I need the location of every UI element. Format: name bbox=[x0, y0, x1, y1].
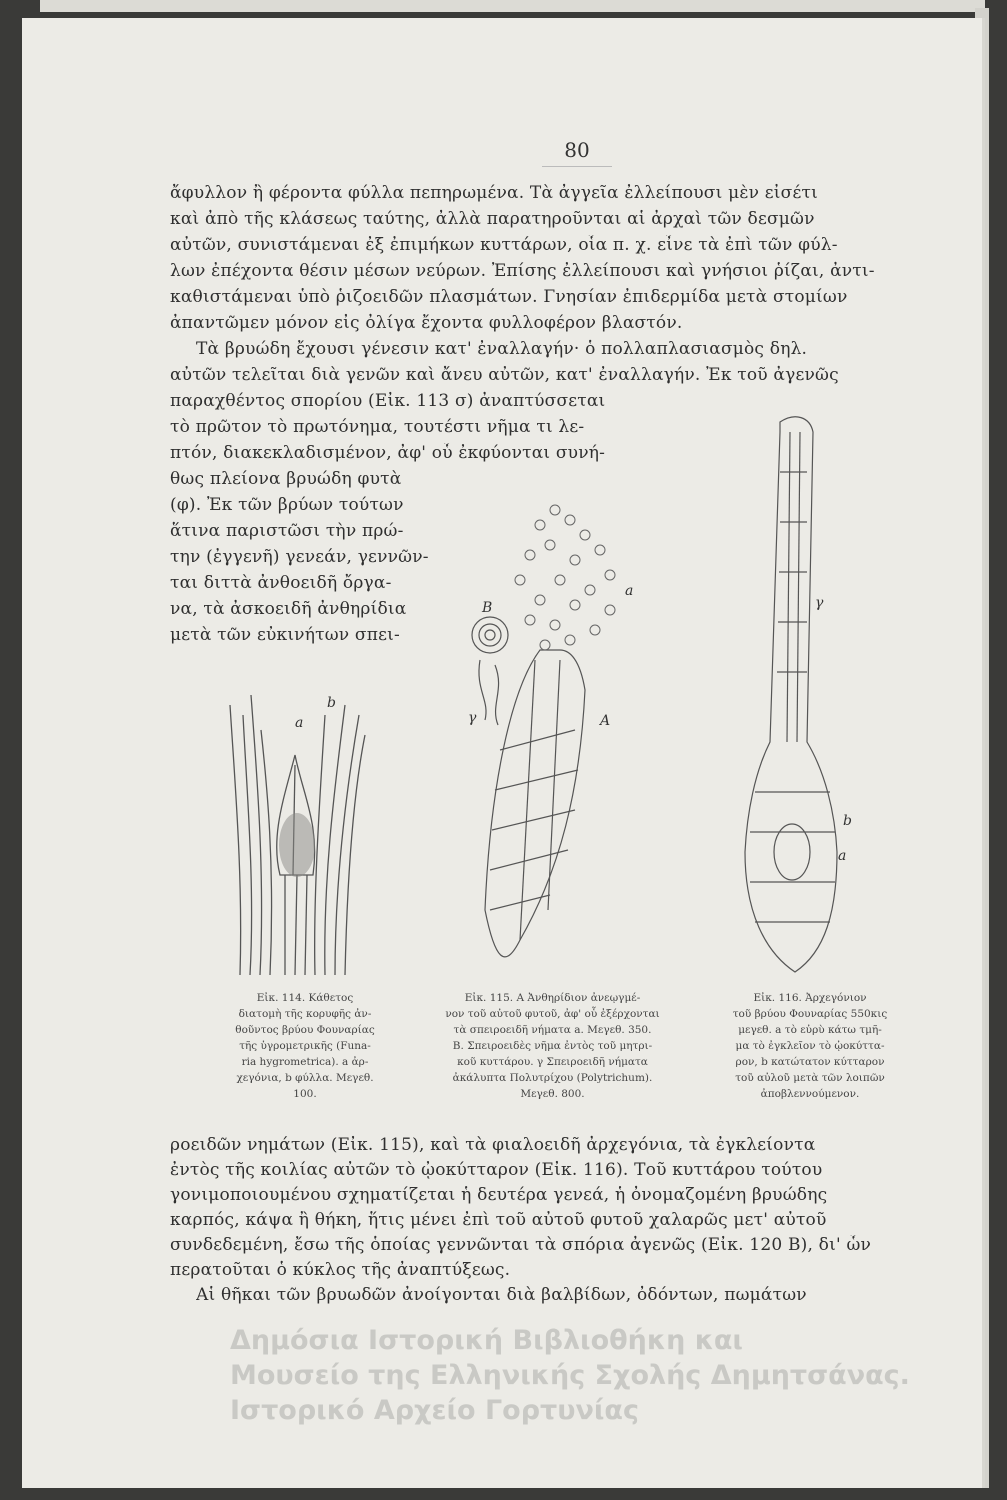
fig116-label-b: b bbox=[843, 813, 852, 829]
text-line: λων ἐπέχοντα θέσιν μέσων νεύρων. Ἐπίσης ἐλλείπουσι καὶ γνήσιοι ῥίζαι, ἀντι- bbox=[170, 261, 875, 281]
fig114-label-a: a bbox=[295, 715, 304, 731]
text-line: θως πλείονα βρυώδη φυτὰ bbox=[170, 469, 402, 489]
fig116-label-g: γ bbox=[815, 595, 824, 611]
text-line: ροειδῶν νημάτων (Εἰκ. 115), καὶ τὰ φιαλοειδῆ ἀρχεγόνια, τὰ ἐγκλείοντα bbox=[170, 1135, 816, 1155]
figure-115-illustration bbox=[450, 490, 650, 970]
fig115-label-B: B bbox=[482, 600, 493, 616]
fig114-label-b: b bbox=[327, 695, 336, 711]
text-line: ἐντὸς τῆς κοιλίας αὐτῶν τὸ ᾠοκύτταρον (Εἰκ. 116). Τοῦ κυττάρου τούτου bbox=[170, 1160, 823, 1180]
text-line: πτόν, διακεκλαδισμένον, ἀφ' οὗ ἐκφύονται συνή- bbox=[170, 443, 606, 463]
text-line: να, τὰ ἀσκοειδῆ ἀνθηρίδια bbox=[170, 599, 407, 619]
text-line: τὸ πρῶτον τὸ πρωτόνημα, τουτέστι νῆμα τι λε- bbox=[170, 417, 585, 437]
page-edge-back bbox=[40, 0, 985, 12]
text-line: καὶ ἀπὸ τῆς κλάσεως ταύτης, ἀλλὰ παρατηροῦνται αἱ ἀρχαὶ τῶν δεσμῶν bbox=[170, 209, 815, 229]
text-line: την (ἐγγενῆ) γενεάν, γεννῶν- bbox=[170, 547, 429, 567]
text-line: ἀπαντῶμεν μόνον εἰς ὀλίγα ἔχοντα φυλλοφέρον βλαστόν. bbox=[170, 313, 683, 333]
caption-fig-116: Εἰκ. 116. Ἀρχεγόνιον τοῦ βρύου Φουναρίας 550κις μεγεθ. a τὸ εὐρὺ κάτω τμῆ- μα τὸ ἐγκλεῖον τὸ ᾠοκύττα- ρον, b κατώτατον κύτταρον τοῦ αὐλοῦ μετὰ τῶν λοιπῶν ἀποβλεννούμενον. bbox=[732, 992, 888, 1100]
text-line: (φ). Ἐκ τῶν βρύων τούτων bbox=[170, 495, 404, 515]
text-line: αὐτῶν, συνιστάμεναι ἐξ ἐπιμήκων κυττάρων, οἷα π. χ. εἶνε τὰ ἐπὶ τῶν φύλ- bbox=[170, 235, 838, 255]
text-line: περατοῦται ὁ κύκλος τῆς ἀναπτύξεως. bbox=[170, 1260, 511, 1280]
text-line: μετὰ τῶν εὐκινήτων σπει- bbox=[170, 625, 400, 645]
watermark-line-3: Ιστορικό Αρχείο Γορτυνίας bbox=[230, 1395, 639, 1426]
watermark-line-2: Μουσείο της Ελληνικής Σχολής Δημητσάνας. bbox=[230, 1360, 910, 1391]
text-line: καρπός, κάψα ἢ θήκη, ἥτις μένει ἐπὶ τοῦ αὐτοῦ φυτοῦ χαλαρῶς μετ' αὐτοῦ bbox=[170, 1210, 827, 1230]
text-line: αὐτῶν τελεῖται διὰ γενῶν καὶ ἄνευ αὐτῶν, κατ' ἐναλλαγήν. Ἐκ τοῦ ἀγενῶς bbox=[170, 365, 839, 385]
text-line: καθιστάμεναι ὑπὸ ῥιζοειδῶν πλασμάτων. Γνησίαν ἐπιδερμίδα μετὰ στομίων bbox=[170, 287, 848, 307]
watermark-line-1: Δημόσια Ιστορική Βιβλιοθήκη και bbox=[230, 1325, 743, 1356]
figure-116-illustration bbox=[735, 412, 865, 992]
text-line: Αἱ θῆκαι τῶν βρυωδῶν ἀνοίγονται διὰ βαλβίδων, ὀδόντων, πωμάτων bbox=[196, 1285, 807, 1305]
caption-fig-115: Εἰκ. 115. A Ἀνθηρίδιον ἀνεῳγμέ- νον τοῦ αὐτοῦ φυτοῦ, ἀφ' οὗ ἐξέρχονται τὰ σπειροειδῆ νήματα a. Μεγεθ. 350. B. Σπειροειδὲς νῆμα ἐντὸς τοῦ μητρι- κοῦ κυττάρου. γ Σπειροειδῆ νήματα ἀκάλυπτα Πολυτρίχου (Polytrichum). Μεγεθ. 800. bbox=[445, 992, 660, 1100]
text-line: παραχθέντος σπορίου (Εἰκ. 113 σ) ἀναπτύσσεται bbox=[170, 391, 606, 411]
fig115-label-A: A bbox=[600, 713, 611, 729]
caption-fig-114: Εἰκ. 114. Κάθετος διατομὴ τῆς κορυφῆς ἀν- θοῦντος βρύου Φουναρίας τῆς ὑγρομετρικῆς (Funa- ria hygrometrica). a ἀρ- χεγόνια, b φύλλα. Μεγεθ. 100. bbox=[235, 992, 375, 1100]
text-line: ται διττὰ ἀνθοειδῆ ὄργα- bbox=[170, 573, 392, 593]
fig116-label-a: a bbox=[838, 848, 847, 864]
text-line: συνδεδεμένη, ἔσω τῆς ὁποίας γεννῶνται τὰ σπόρια ἀγενῶς (Εἰκ. 120 B), δι' ὧν bbox=[170, 1235, 872, 1255]
text-line: Τὰ βρυώδη ἔχουσι γένεσιν κατ' ἐναλλαγήν· ὁ πολλαπλασιασμὸς δηλ. bbox=[196, 339, 808, 359]
fig115-label-a: a bbox=[625, 583, 634, 599]
figure-114-illustration bbox=[225, 675, 370, 975]
text-line: γονιμοποιουμένου σχηματίζεται ἡ δευτέρα γενεά, ἡ ὀνομαζομένη βρυώδης bbox=[170, 1185, 828, 1205]
fig115-label-g: γ bbox=[468, 710, 477, 726]
text-line: ἅτινα παριστῶσι τὴν πρώ- bbox=[170, 521, 404, 541]
page-number-rule bbox=[542, 166, 612, 167]
page-number: 80 bbox=[564, 138, 590, 162]
text-line: ἄφυλλον ἢ φέροντα φύλλα πεπηρωμένα. Τὰ ἀγγεῖα ἐλλείπουσι μὲν εἰσέτι bbox=[170, 183, 818, 203]
